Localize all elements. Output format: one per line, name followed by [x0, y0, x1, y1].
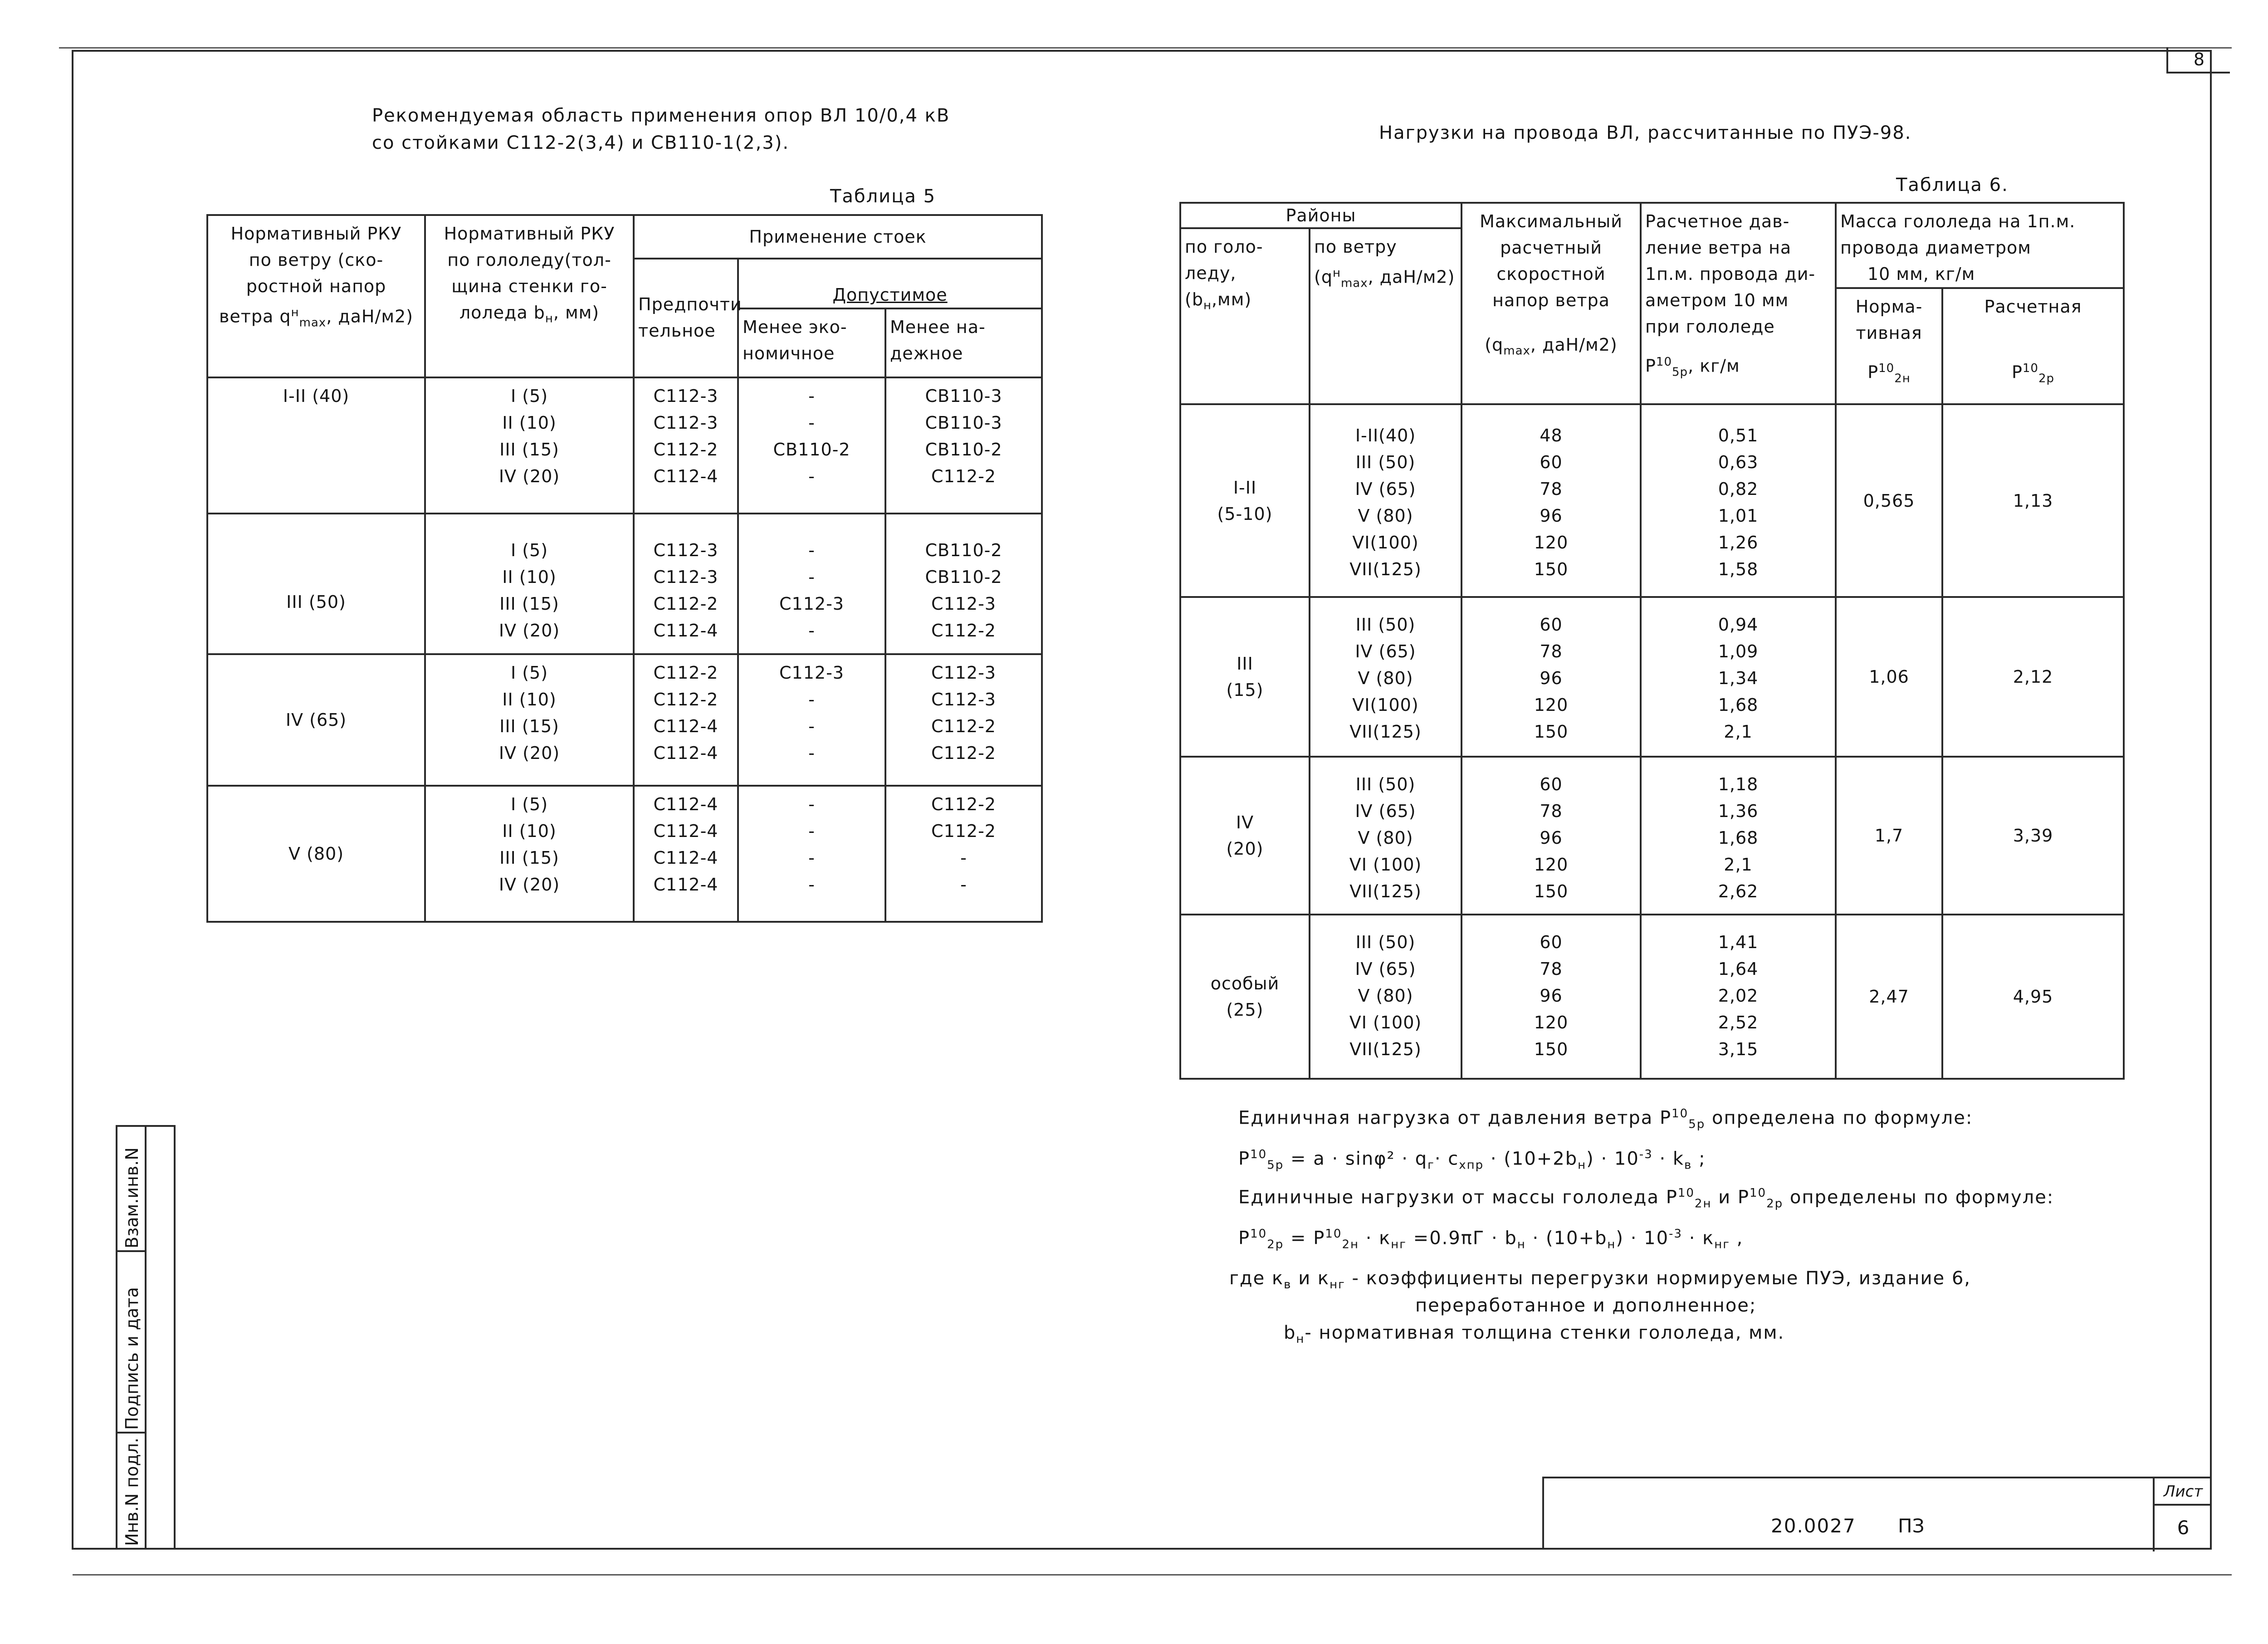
sheet-label: Лист [2155, 1478, 2212, 1506]
side-stamp [116, 1125, 176, 1550]
document-type: ПЗ [1898, 1515, 1925, 1537]
frame-top-line [59, 47, 2232, 49]
table6-title: Нагрузки на провода ВЛ, рассчитанные по ПУЭ-98. [1379, 122, 1912, 143]
note-line-3: где $к_в$ и $к_{нг}$ - коэффициенты перегрузки нормируемые ПУЭ, издание 6, [1229, 1268, 1971, 1292]
table6-label: Таблица 6. [1896, 175, 2009, 196]
t5-header-wind: Нормативный РКУ по ветру (ско- ростной напор ветра $q^н_{max}$, даН/м2) [207, 215, 425, 377]
sheet-number: 6 [2177, 1517, 2190, 1539]
note-line-1: Единичная нагрузка от давления ветра $P^{10}_{5р}$ определена по формуле: [1238, 1107, 1973, 1131]
t5-header-allowed: Допустимое [738, 259, 1042, 308]
t5-header-less-economic: Менее эко- номичное [738, 308, 885, 377]
table-6 [1179, 202, 2125, 1080]
side-stamp-cell-replace [117, 1127, 145, 1252]
t6-header-by-wind: по ветру ($q^н_{max}$, даН/м2) [1310, 228, 1461, 404]
t6-header-ice-mass: Масса гололеда на 1п.м. провода диаметром 10 мм, кг/м [1836, 203, 2124, 288]
t6-header-by-ice: по голо- леду, $(b_н,мм)$ [1180, 228, 1310, 404]
side-stamp-inventory-label: Инв.N подл. [122, 1438, 142, 1546]
side-stamp-cell-inventory [117, 1434, 145, 1550]
side-stamp-replace-label: Взам.инв.N [122, 1147, 142, 1248]
t6-row: III (15) III (50) IV (65) V (80) VI(100) VII(125) 60 78 96 120 150 0,94 1,09 1,34 1,68 2,1 1,06 2,12 [1180, 597, 2124, 757]
t6-header-calculated: Расчетная $P^{10}_{2р}$ [1942, 288, 2124, 404]
formula-1: $P^{10}_{5р} = a \cdot \sin\varphi^2 \cdot q_г\cdot c_{xпр} \cdot (10+2b_н) \cdot 10^{-3} \cdot k_в$ ; [1238, 1148, 1706, 1172]
document-code: 20.0027 [1771, 1515, 1856, 1537]
t5-header-less-reliable: Менее на- дежное [885, 308, 1042, 377]
formula-2: $P^{10}_{2р} = P^{10}_{2н} \cdot к_{нг} =0.9\pi Г \cdot b_н \cdot (10+b_н) \cdot 10^{-3} \cdot к_{нг}$ , [1238, 1227, 1744, 1252]
t6-row: IV (20) III (50) IV (65) V (80) VI (100) VII(125) 60 78 96 120 150 1,18 1,36 1,68 2,1 2,62 1,7 3,39 [1180, 757, 2124, 915]
note-line-2: Единичные нагрузки от массы гололеда $P^{10}_{2н}$ и $P^{10}_{2р}$ определены по формуле: [1238, 1186, 2054, 1211]
t5-header-ice: Нормативный РКУ по гололеду(тол- щина стенки го- лоледа $b_н$, мм) [425, 215, 634, 377]
corner-page-number: 8 [2166, 47, 2230, 73]
t5-row: IV (65) I (5) II (10) III (15) IV (20) С112-2 С112-2 С112-4 С112-4 С112-3 - - - С112-3 С112-3 С112-2 С112-2 [207, 654, 1042, 786]
t6-header-pressure: Расчетное дав- ление ветра на 1п.м. провода ди- аметром 10 мм при гололеде $P^{10}_{5р}$, кг/м [1641, 203, 1836, 404]
t5-row: V (80) I (5) II (10) III (15) IV (20) С112-4 С112-4 С112-4 С112-4 - - - - С112-2 С112-2 - - [207, 786, 1042, 922]
sheet-box [2153, 1478, 2212, 1551]
t5-row: I-II (40) I (5) II (10) III (15) IV (20) С112-3 С112-3 С112-2 С112-4 - - СВ110-2 - СВ110-3 СВ110-3 СВ110-2 С112-2 [207, 377, 1042, 514]
t5-header-preferred: Предпочти тельное [634, 259, 738, 377]
t5-row: III (50) I (5) II (10) III (15) IV (20) С112-3 С112-3 С112-2 С112-4 - - С112-3 - СВ110-2 СВ110-2 С112-3 С112-2 [207, 514, 1042, 654]
t6-header-regions: Районы [1180, 203, 1461, 228]
title-block [1542, 1477, 2212, 1550]
t6-row: особый (25) III (50) IV (65) V (80) VI (100) VII(125) 60 78 96 120 150 1,41 1,64 2,02 2,52 3,15 2,47 4,95 [1180, 915, 2124, 1079]
note-line-5: $b_н-$ нормативная толщина стенки гололеда, мм. [1284, 1322, 1785, 1346]
table5-label: Таблица 5 [830, 186, 936, 207]
table5-title-line1: Рекомендуемая область применения опор ВЛ 10/0,4 кВ [372, 105, 950, 126]
frame-bottom-line [73, 1574, 2232, 1576]
note-line-4: переработанное и дополненное; [1415, 1295, 1757, 1316]
t6-header-normative: Норма- тивная $P^{10}_{2н}$ [1836, 288, 1942, 404]
table5-title-line2: со стойками С112-2(3,4) и СВ110-1(2,3). [372, 132, 790, 153]
t6-row: I-II (5-10) I-II(40) III (50) IV (65) V (80) VI(100) VII(125) 48 60 78 96 120 150 0,51 0,63 0,82 1,01 1,26 1,58 0,565 1,13 [1180, 404, 2124, 597]
t5-header-application: Применение стоек [634, 215, 1042, 259]
t6-header-max-speed: Максимальный расчетный скоростной напор ветра ($q_{max}$, даН/м2) [1461, 203, 1641, 404]
table-5 [206, 214, 1043, 923]
side-stamp-cell-signature [117, 1252, 145, 1434]
side-stamp-signature-label: Подпись и дата [122, 1287, 142, 1430]
